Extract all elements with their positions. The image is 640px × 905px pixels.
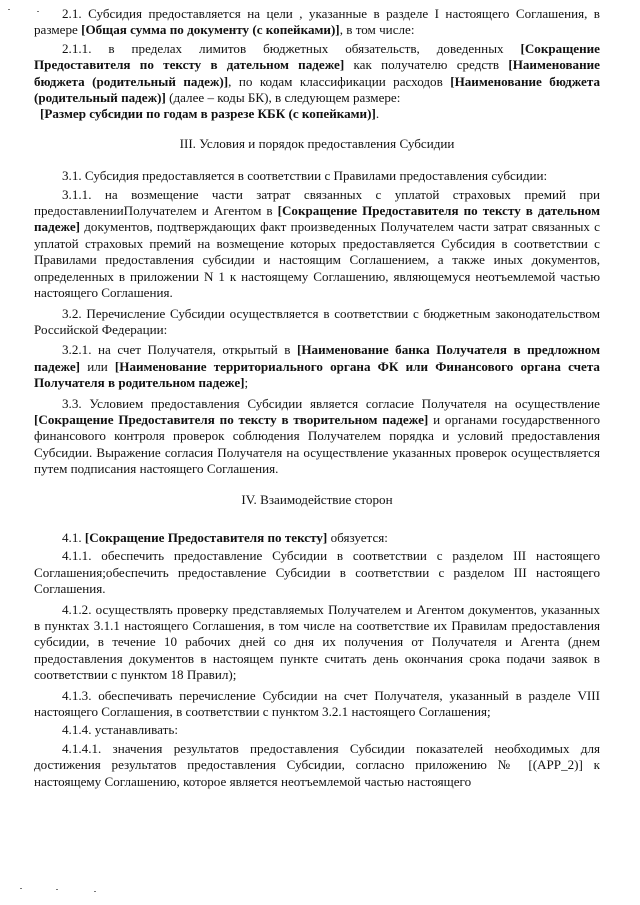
text: 3.1.1. на возмещение части затрат связанных с уплатой страховых премий при предоставленииПолучателем и Агентом в [34, 186, 600, 219]
paragraph-3-1: 3.1. Субсидия предоставляется в соответствии с Правилами предоставления субсидии: [62, 168, 548, 184]
paragraph-2-1-1 [34, 41, 600, 107]
placeholder-budget-name: [Наименование бюджета (родительный падеж)] [34, 57, 600, 89]
text: обязуется: [327, 529, 388, 545]
paragraph-2-1 [34, 6, 600, 39]
paragraph-3-3 [34, 396, 600, 478]
paragraph-subsidy-amount [34, 106, 600, 122]
text: . [375, 106, 380, 122]
text: и органами государственного финансового контроля проверок соблюдения Получателем порядка и условий предоставления Субсидии. Выражение согласия Получателя на осуществление указанных проверок осуществляется путем подписания настоящего Соглашения. [34, 411, 600, 477]
scan-speck [56, 889, 58, 890]
placeholder-treasury-body: [Наименование территориального органа ФК или Финансового органа счета Получателя в родительном падеже] [34, 358, 600, 391]
placeholder-provider-dative: [Сокращение Предоставителя по тексту в дательном падеже] [34, 203, 600, 235]
text: ; [244, 375, 249, 391]
text: или [80, 358, 115, 374]
text: 3.2.1. на счет Получателя, открытый в [62, 342, 297, 358]
text: (далее – коды БК), в следующем размере: [165, 90, 401, 106]
placeholder-subsidy-amount: [Размер субсидии по годам в разрезе КБК (с копейками)] [40, 106, 376, 122]
paragraph-3-2-1 [34, 342, 600, 391]
placeholder-bank-name: [Наименование банка Получателя в предложном падеже] [34, 342, 600, 374]
section-4-heading: IV. Взаимодействие сторон [241, 491, 393, 507]
paragraph-4-1 [34, 530, 600, 546]
paragraph-4-1-4: 4.1.4. устанавливать: [62, 722, 178, 738]
text: 3.3. Условием предоставления Субсидии является согласие Получателя на осуществление [62, 395, 600, 411]
text: как получателю средств [344, 57, 509, 73]
scan-speck [94, 891, 96, 892]
paragraph-3-1-1 [34, 187, 600, 302]
paragraph-4-1-2: 4.1.2. осуществлять проверку представляемых Получателем и Агентом документов, указанных в пунктах 3.1.1 настоящего Соглашения, в том числе на соответствие их Правилам предоставления субсидии, в течение 10 рабочих дней со дня их получения от Получателя и Агента (днем предоставления документов в настоящем пункте считать день окончания срока подачи заявок в соответствии с пунктом 18 Правил); [34, 601, 600, 683]
placeholder-provider: [Сокращение Предоставителя по тексту] [84, 529, 328, 545]
scan-speck [8, 9, 10, 10]
placeholder-provider-instrumental: [Сокращение Предоставителя по тексту в творительном падеже] [34, 411, 429, 427]
text: , по кодам классификации расходов [228, 73, 451, 89]
paragraph-4-1-4-1: 4.1.4.1. значения результатов предоставления Субсидии показателей необходимых для достижения результатов предоставления Субсидии, согласно приложению № [(APP_2)] к настоящему Соглашению, которое является неотъемлемой частью настоящего [34, 740, 600, 789]
paragraph-4-1-3: 4.1.3. обеспечивать перечисление Субсидии на счет Получателя, указанный в разделе VIII настоящего Соглашения, в соответствии с пунктом 3.2.1 настоящего Соглашения; [34, 687, 600, 720]
text: 2.1.1. в пределах лимитов бюджетных обязательств, доведенных [62, 40, 521, 56]
text: документов, подтверждающих факт произведенных Получателем части затрат связанных с уплатой страховых премий на возмещение которых предоставляется Субсидия в соответствии с Правилами предоставления субсидии и настоящим Соглашением, а также иных документов, определенных в приложении N 1 к настоящему Соглашению, являющемуся неотъемлемой частью настоящего Соглашения. [34, 219, 600, 301]
paragraph-4-1-1: 4.1.1. обеспечить предоставление Субсидии в соответствии с разделом III настоящего Соглашения;обеспечить предоставление Субсидии в соответствии с разделом III настоящего Соглашения. [34, 548, 600, 597]
document-page [34, 6, 600, 790]
section-3-heading: III. Условия и порядок предоставления Субсидии [179, 135, 455, 151]
paragraph-3-2: 3.2. Перечисление Субсидии осуществляется в соответствии с бюджетным законодательством Российской Федерации: [34, 305, 600, 337]
text: 4.1. [62, 529, 85, 545]
placeholder-budget-name: [Наименование бюджета (родительный падеж)] [34, 73, 600, 106]
placeholder-provider-dative: [Сокращение Предоставителя по тексту в дательном падеже] [34, 40, 600, 73]
scan-speck [20, 888, 22, 889]
text: , в том числе: [339, 22, 415, 38]
text: 2.1. Субсидия предоставляется на цели , указанные в разделе I настоящего Соглашения, в размере [34, 6, 600, 38]
placeholder-total-sum: [Общая сумма по документу (с копейками)] [81, 22, 340, 38]
